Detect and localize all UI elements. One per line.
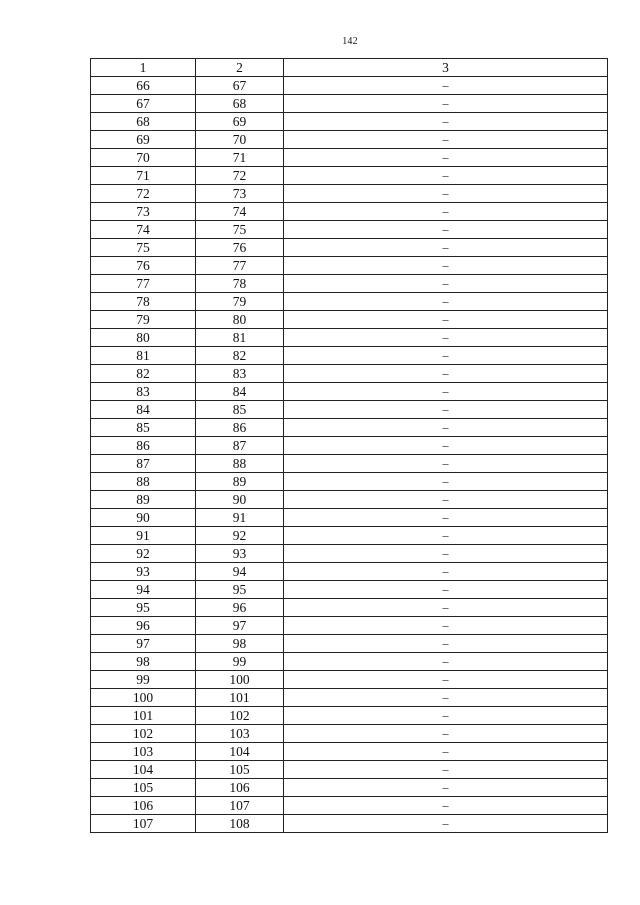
table-cell-col3: – xyxy=(284,419,608,437)
table-cell-col1: 101 xyxy=(91,707,196,725)
table-row xyxy=(91,707,608,725)
table-cell-col1: 81 xyxy=(91,347,196,365)
table-cell-col2: 76 xyxy=(196,239,284,257)
table-row xyxy=(91,473,608,491)
table-row xyxy=(91,257,608,275)
table-row xyxy=(91,599,608,617)
table-row xyxy=(91,653,608,671)
table-row xyxy=(91,203,608,221)
table-cell-col2: 91 xyxy=(196,509,284,527)
table-row xyxy=(91,545,608,563)
table-row xyxy=(91,725,608,743)
table-cell-col3: – xyxy=(284,653,608,671)
table-row xyxy=(91,617,608,635)
table-row xyxy=(91,581,608,599)
table-row xyxy=(91,311,608,329)
table-cell-col2: 95 xyxy=(196,581,284,599)
table-cell-col2: 104 xyxy=(196,743,284,761)
table-row xyxy=(91,365,608,383)
table-cell-col2: 106 xyxy=(196,779,284,797)
table-row xyxy=(91,635,608,653)
table-cell-col1: 84 xyxy=(91,401,196,419)
table-cell-col2: 77 xyxy=(196,257,284,275)
table-cell-col2: 88 xyxy=(196,455,284,473)
table-row xyxy=(91,383,608,401)
table-cell-col3: – xyxy=(284,167,608,185)
table-cell-col3: – xyxy=(284,275,608,293)
table-cell-col3: – xyxy=(284,527,608,545)
table-row xyxy=(91,167,608,185)
table-cell-col3: – xyxy=(284,581,608,599)
column-header-2: 2 xyxy=(196,59,284,77)
table-cell-col2: 99 xyxy=(196,653,284,671)
table-cell-col2: 81 xyxy=(196,329,284,347)
table-cell-col3: – xyxy=(284,797,608,815)
table-cell-col3: – xyxy=(284,473,608,491)
table-row xyxy=(91,509,608,527)
table-cell-col1: 79 xyxy=(91,311,196,329)
table-cell-col3: – xyxy=(284,347,608,365)
table-cell-col1: 107 xyxy=(91,815,196,833)
table-cell-col1: 71 xyxy=(91,167,196,185)
table-cell-col1: 86 xyxy=(91,437,196,455)
table-cell-col2: 69 xyxy=(196,113,284,131)
column-header-3: 3 xyxy=(284,59,608,77)
table-row xyxy=(91,815,608,833)
table-row xyxy=(91,185,608,203)
table-row xyxy=(91,221,608,239)
table-cell-col2: 89 xyxy=(196,473,284,491)
table-cell-col2: 73 xyxy=(196,185,284,203)
table-cell-col3: – xyxy=(284,707,608,725)
table-cell-col1: 77 xyxy=(91,275,196,293)
table-cell-col1: 94 xyxy=(91,581,196,599)
table-cell-col1: 82 xyxy=(91,365,196,383)
table-cell-col2: 70 xyxy=(196,131,284,149)
table-cell-col2: 108 xyxy=(196,815,284,833)
table-row xyxy=(91,131,608,149)
table-row xyxy=(91,689,608,707)
table-cell-col1: 80 xyxy=(91,329,196,347)
table-cell-col2: 100 xyxy=(196,671,284,689)
table-cell-col2: 79 xyxy=(196,293,284,311)
table-cell-col1: 75 xyxy=(91,239,196,257)
table-cell-col3: – xyxy=(284,401,608,419)
table-row xyxy=(91,149,608,167)
table-cell-col2: 90 xyxy=(196,491,284,509)
table-row xyxy=(91,239,608,257)
table-cell-col3: – xyxy=(284,779,608,797)
table-cell-col2: 75 xyxy=(196,221,284,239)
table-cell-col1: 72 xyxy=(91,185,196,203)
table-cell-col3: – xyxy=(284,257,608,275)
table-cell-col3: – xyxy=(284,365,608,383)
table-cell-col1: 69 xyxy=(91,131,196,149)
table-row xyxy=(91,329,608,347)
page-number: 142 xyxy=(342,36,358,47)
table-cell-col1: 97 xyxy=(91,635,196,653)
table-cell-col2: 87 xyxy=(196,437,284,455)
table-cell-col1: 105 xyxy=(91,779,196,797)
table-row xyxy=(91,455,608,473)
table-cell-col2: 98 xyxy=(196,635,284,653)
table-cell-col3: – xyxy=(284,185,608,203)
table-cell-col2: 103 xyxy=(196,725,284,743)
table-cell-col3: – xyxy=(284,635,608,653)
table-cell-col3: – xyxy=(284,239,608,257)
table-cell-col1: 85 xyxy=(91,419,196,437)
table-row xyxy=(91,797,608,815)
table-cell-col2: 78 xyxy=(196,275,284,293)
table-cell-col1: 102 xyxy=(91,725,196,743)
table-cell-col3: – xyxy=(284,293,608,311)
table-row xyxy=(91,563,608,581)
table-cell-col3: – xyxy=(284,491,608,509)
table-cell-col1: 91 xyxy=(91,527,196,545)
table-body xyxy=(91,77,608,833)
table-cell-col3: – xyxy=(284,203,608,221)
table-cell-col2: 97 xyxy=(196,617,284,635)
table-cell-col3: – xyxy=(284,743,608,761)
column-header-1: 1 xyxy=(91,59,196,77)
table-cell-col2: 96 xyxy=(196,599,284,617)
table-cell-col3: – xyxy=(284,383,608,401)
table-cell-col1: 76 xyxy=(91,257,196,275)
table-cell-col2: 85 xyxy=(196,401,284,419)
table-header-row xyxy=(91,59,608,77)
table-cell-col3: – xyxy=(284,77,608,95)
table-row xyxy=(91,779,608,797)
table-cell-col3: – xyxy=(284,149,608,167)
table-cell-col3: – xyxy=(284,131,608,149)
table-cell-col2: 68 xyxy=(196,95,284,113)
table-cell-col3: – xyxy=(284,95,608,113)
table-cell-col3: – xyxy=(284,221,608,239)
table-cell-col1: 93 xyxy=(91,563,196,581)
table-cell-col1: 89 xyxy=(91,491,196,509)
table-cell-col2: 84 xyxy=(196,383,284,401)
table-row xyxy=(91,113,608,131)
table-cell-col1: 90 xyxy=(91,509,196,527)
table-row xyxy=(91,491,608,509)
table-cell-col1: 88 xyxy=(91,473,196,491)
table-cell-col1: 99 xyxy=(91,671,196,689)
table-cell-col1: 67 xyxy=(91,95,196,113)
table-cell-col1: 87 xyxy=(91,455,196,473)
table-cell-col2: 94 xyxy=(196,563,284,581)
table-cell-col3: – xyxy=(284,545,608,563)
table-cell-col1: 92 xyxy=(91,545,196,563)
table-cell-col1: 106 xyxy=(91,797,196,815)
table-cell-col3: – xyxy=(284,599,608,617)
table-cell-col1: 104 xyxy=(91,761,196,779)
table-cell-col3: – xyxy=(284,617,608,635)
table-cell-col3: – xyxy=(284,761,608,779)
table-cell-col1: 74 xyxy=(91,221,196,239)
table-cell-col3: – xyxy=(284,689,608,707)
table-cell-col1: 83 xyxy=(91,383,196,401)
table-cell-col2: 107 xyxy=(196,797,284,815)
table-cell-col2: 102 xyxy=(196,707,284,725)
table-cell-col2: 67 xyxy=(196,77,284,95)
table-cell-col1: 98 xyxy=(91,653,196,671)
table-row xyxy=(91,761,608,779)
table-cell-col2: 71 xyxy=(196,149,284,167)
table-cell-col3: – xyxy=(284,725,608,743)
table-cell-col3: – xyxy=(284,329,608,347)
table-cell-col2: 101 xyxy=(196,689,284,707)
table-row xyxy=(91,671,608,689)
table-cell-col1: 68 xyxy=(91,113,196,131)
table-row xyxy=(91,77,608,95)
table-cell-col1: 73 xyxy=(91,203,196,221)
table-cell-col3: – xyxy=(284,815,608,833)
table-row xyxy=(91,401,608,419)
table-cell-col3: – xyxy=(284,113,608,131)
table-cell-col3: – xyxy=(284,563,608,581)
table-cell-col1: 96 xyxy=(91,617,196,635)
table-cell-col2: 82 xyxy=(196,347,284,365)
table-cell-col3: – xyxy=(284,437,608,455)
table-cell-col3: – xyxy=(284,509,608,527)
table-row xyxy=(91,95,608,113)
table-cell-col2: 74 xyxy=(196,203,284,221)
table-cell-col3: – xyxy=(284,311,608,329)
table-cell-col1: 100 xyxy=(91,689,196,707)
table-cell-col2: 105 xyxy=(196,761,284,779)
table-row xyxy=(91,347,608,365)
table-row xyxy=(91,437,608,455)
table-cell-col2: 83 xyxy=(196,365,284,383)
table-cell-col1: 78 xyxy=(91,293,196,311)
table-cell-col2: 93 xyxy=(196,545,284,563)
table-cell-col2: 80 xyxy=(196,311,284,329)
table-row xyxy=(91,419,608,437)
table-cell-col3: – xyxy=(284,455,608,473)
table-cell-col1: 66 xyxy=(91,77,196,95)
table-row xyxy=(91,293,608,311)
table-row xyxy=(91,527,608,545)
table-row xyxy=(91,275,608,293)
table-cell-col2: 92 xyxy=(196,527,284,545)
table-cell-col1: 103 xyxy=(91,743,196,761)
table-cell-col1: 95 xyxy=(91,599,196,617)
table-cell-col2: 86 xyxy=(196,419,284,437)
table-cell-col3: – xyxy=(284,671,608,689)
data-table xyxy=(90,58,608,833)
table-cell-col1: 70 xyxy=(91,149,196,167)
table-cell-col2: 72 xyxy=(196,167,284,185)
table-row xyxy=(91,743,608,761)
